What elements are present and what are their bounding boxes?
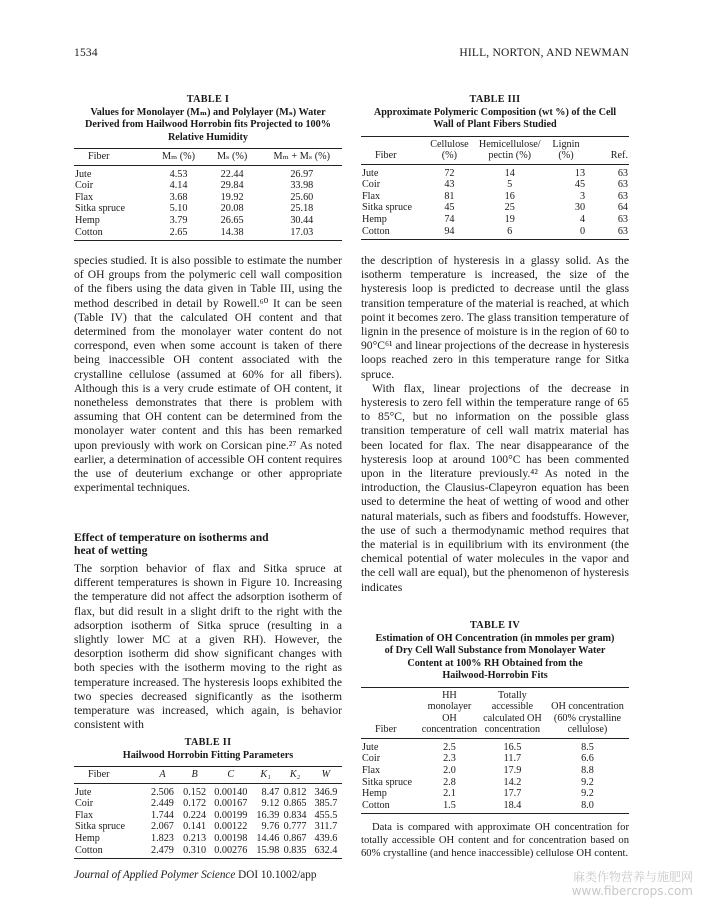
cell: Hemp (75, 214, 100, 226)
cell: 4.14 (169, 180, 188, 192)
cell: 14.2 (503, 776, 522, 788)
table-row (361, 226, 629, 240)
cell: 19 (504, 214, 515, 226)
paragraph: species studied. It is also possible to estimate the number of OH groups from the polymeric cell wall composition of the fibers using the data given in Table III, using the method described in detail by Rowell.⁶⁰ It can be seen (Table IV) that the calculated OH content and that determined from the monolayer water content do not correspond, even when some account is taken of there being inaccessible OH content associated with the crystalline cellulose (assumed at 60% for all fibers). Although this is a very crude estimate of OH content, it nonetheless demonstrates that there is problem with assuming that OH content can be determined from the monolayer water content and this has been remarked upon previously with work on Corsican pine.²⁷ As noted earlier, a determination of accessible OH content requires the use of deuterium exchange or other appropriate experimental techniques. (74, 254, 342, 495)
cell: 16.39 (256, 809, 280, 821)
cell: 8.0 (581, 799, 594, 811)
cell: 3.68 (169, 191, 188, 203)
journal-name: Journal of Applied Polymer Science (74, 869, 236, 881)
cell: Jute (75, 786, 92, 798)
table-4-caption-line: Content at 100% RH Obtained from the (407, 657, 583, 669)
table-row (74, 215, 342, 227)
cell: 0.835 (283, 844, 307, 856)
table-row (74, 180, 342, 192)
cell: 2.0 (443, 765, 456, 777)
table-2-caption-line: Hailwood Horrobin Fitting Parameters (122, 749, 294, 761)
column-header: OH concentration (60% crystalline cellulose) (551, 701, 624, 736)
cell: 9.2 (581, 788, 594, 800)
table-header-row (361, 687, 629, 738)
table-4-grid (361, 687, 629, 815)
table-1-caption (74, 94, 342, 144)
page-number: 1534 (74, 47, 98, 59)
cell: 2.8 (443, 776, 456, 788)
cell: 0.812 (283, 786, 307, 798)
cell: 43 (444, 179, 455, 191)
doi: DOI 10.1002/app (238, 869, 317, 881)
column-header: K₁ (260, 769, 271, 780)
table-1-caption-line: Relative Humidity (167, 131, 249, 143)
paragraph: With flax, linear projections of the decrease in hysteresis to zero fell within the temperature range of 65 to 85°C, but no information on the possible glass transition temperature of cell wall matrix material has been located for flax. The near disappearance of the hysteresis loop at around 100°C has been commented upon in the literature previously.⁴² As noted in the introduction, the Clausius-Clapeyron equation has been used to determine the heat of wetting of wood and other natural materials, such as fibers and foodstuffs. However, the use of such a thermodynamic method requires that the material is in equilibrium with its environment (the chemical potential of water molecules in the vapor and the cell wall are equal), but the phenomenon of hysteresis indicates (361, 381, 629, 594)
table-row (361, 753, 629, 765)
cell: 2.067 (150, 821, 174, 833)
running-head-authors: HILL, NORTON, AND NEWMAN (459, 47, 629, 59)
cell: 3.79 (169, 214, 188, 226)
cell: 2.479 (150, 844, 174, 856)
table-row (74, 810, 342, 822)
table-2-grid (74, 766, 342, 859)
cell: Hemp (362, 788, 387, 800)
watermark-line: www.fibercrops.com (571, 884, 693, 898)
footer (74, 869, 316, 881)
cell: Flax (362, 765, 381, 777)
column-header: Lignin (%) (552, 138, 580, 162)
table-3-grid (361, 136, 629, 241)
table-row (74, 783, 342, 798)
section-heading-line: Effect of temperature on isotherms and (74, 531, 269, 544)
table-header-row (74, 149, 342, 166)
column-header: Mₘ + Mₛ (%) (273, 151, 331, 162)
cell: 81 (444, 190, 455, 202)
cell: 346.9 (314, 786, 338, 798)
cell: 14.46 (256, 832, 280, 844)
table-row (361, 202, 629, 214)
cell: 9.76 (261, 821, 280, 833)
table-row (74, 821, 342, 833)
cell: 63 (617, 167, 628, 179)
cell: 33.98 (290, 180, 314, 192)
right-body-text (361, 254, 629, 595)
table-4-caption-line: Hailwood-Horrobin Fits (442, 670, 548, 681)
watermark-line: 麻类作物营养与施肥网 (572, 870, 693, 884)
table-3-number: TABLE III (469, 94, 521, 105)
cell: 8.8 (581, 765, 594, 777)
cell: 0.224 (183, 809, 207, 821)
cell: 18.4 (503, 799, 522, 811)
table-1-number: TABLE I (186, 94, 230, 105)
cell: 0.00276 (214, 844, 248, 856)
cell: 0 (580, 225, 586, 237)
cell: 16.5 (503, 741, 522, 753)
cell: 16 (504, 190, 515, 202)
cell: 0.00198 (214, 832, 248, 844)
cell: Sitka spruce (362, 202, 413, 214)
cell: 17.7 (503, 788, 522, 800)
cell: Coir (362, 179, 381, 191)
table-1-caption-line: Values for Monolayer (Mₘ) and Polylayer (Mₛ) Water (90, 106, 326, 118)
section-heading (74, 531, 342, 557)
cell: 2.449 (150, 798, 174, 810)
table-3-caption-line: Approximate Polymeric Composition (wt %) of the Cell (373, 106, 617, 118)
cell: 2.1 (443, 788, 456, 800)
paragraph: the description of hysteresis in a glassy solid. As the isotherm temperature is increased, the size of the hysteresis loop is predicted to decrease until the glass transition temperature of the material is reached, at which point it becomes zero. The glass transition temperature of lignin in the presence of moisture is in the region of 60 to 90°C⁶¹ and linear projections of the decrease in hysteresis loops reached zero in this temperature range for Sitka spruce. (361, 254, 629, 381)
column-header: C (227, 769, 235, 780)
cell: 94 (444, 225, 455, 237)
cell: 1.823 (150, 832, 174, 844)
cell: 2.5 (443, 741, 456, 753)
cell: 0.310 (183, 844, 207, 856)
table-4 (361, 620, 629, 861)
cell: 72 (444, 167, 455, 179)
column-header: W (321, 769, 331, 780)
cell: 25.60 (290, 191, 314, 203)
column-header: Mₛ (%) (216, 151, 248, 162)
cell: 2.65 (169, 226, 188, 238)
cell: Cotton (362, 225, 390, 237)
cell: 63 (617, 179, 628, 191)
cell: Jute (75, 168, 92, 180)
column-header: HH monolayer OH concentration (421, 689, 478, 736)
table-1 (74, 94, 342, 241)
column-header: Fiber (375, 150, 397, 162)
column-header: Fiber (375, 724, 397, 736)
cell: 63 (617, 190, 628, 202)
section-heading-line: heat of wetting (74, 544, 148, 557)
cell: 0.865 (283, 798, 307, 810)
cell: Flax (75, 191, 94, 203)
table-1-caption-line: Derived from Hailwood Horrobin fits Projected to 100% (85, 119, 331, 130)
cell: 1.5 (443, 799, 456, 811)
paragraph: The sorption behavior of flax and Sitka spruce at different temperatures is shown in Figure 10. Increasing the temperature did not affect the adsorption isotherm of flax, but did result in a slight drift to the right with the adsorption isotherm of Sitka spruce (resulting in a slightly lower MC at a given RH). However, the desorption isotherm did show significant changes with both species with the isotherm moving to the right as temperature increased. The hysteresis loops exhibited the two species decreased significantly as the isotherm temperature was increased, which again, is behavior consistent with (74, 562, 342, 732)
table-3 (361, 94, 629, 240)
cell: 11.7 (503, 753, 522, 765)
cell: 0.152 (183, 786, 207, 798)
cell: 17.9 (503, 765, 522, 777)
cell: 14.38 (220, 226, 244, 238)
table-row (361, 788, 629, 800)
column-header: Totally accessible calculated OH concentration (483, 689, 542, 736)
cell: Coir (75, 180, 94, 192)
cell: 29.84 (220, 180, 244, 192)
table-2-caption (74, 737, 342, 762)
cell: Jute (362, 167, 379, 179)
table-row (361, 179, 629, 191)
cell: 4.53 (169, 168, 188, 180)
table-3-caption (361, 94, 629, 132)
cell: 0.00122 (214, 821, 248, 833)
cell: Sitka spruce (75, 821, 126, 833)
cell: 6 (507, 225, 513, 237)
cell: 455.5 (314, 809, 338, 821)
cell: 30 (574, 202, 586, 214)
cell: 632.4 (314, 844, 338, 856)
cell: 2.506 (150, 786, 174, 798)
table-3-caption-line: Wall of Plant Fibers Studied (433, 119, 557, 130)
table-row (361, 738, 629, 753)
cell: 15.98 (256, 844, 280, 856)
column-header: Cellulose (%) (430, 138, 469, 162)
cell: 63 (617, 214, 628, 226)
cell: Flax (75, 809, 94, 821)
cell: 0.834 (283, 809, 307, 821)
cell: 25 (504, 202, 515, 214)
cell: 13 (574, 167, 586, 179)
table-row (361, 800, 629, 814)
table-row (361, 777, 629, 789)
cell: Cotton (75, 844, 103, 856)
cell: 8.5 (581, 741, 594, 753)
column-header: Fiber (88, 769, 110, 780)
left-body-text-2 (74, 562, 342, 732)
left-body-text (74, 254, 342, 495)
cell: 0.00167 (214, 798, 248, 810)
cell: 1.744 (150, 809, 174, 821)
table-row (361, 214, 629, 226)
table-4-note: Data is compared with approximate OH concentration for totally accessible OH content and for concentration based on 60% crystalline (and hence inaccessible) cellulose OH content. (361, 822, 629, 860)
table-row (74, 833, 342, 845)
cell: Cotton (362, 799, 390, 811)
cell: 9.2 (581, 776, 594, 788)
watermark (572, 870, 693, 898)
table-row (74, 798, 342, 810)
cell: Jute (362, 741, 379, 753)
cell: 17.03 (290, 226, 314, 238)
column-header: Fiber (88, 151, 110, 162)
cell: 0.141 (183, 821, 207, 833)
table-4-caption-line: Estimation of OH Concentration (in mmoles per gram) (375, 632, 615, 644)
cell: 45 (444, 202, 455, 214)
column-header: K₂ (289, 769, 301, 780)
cell: Hemp (362, 214, 387, 226)
cell: 8.47 (261, 786, 280, 798)
table-header-row (74, 767, 342, 784)
cell: 0.00140 (214, 786, 248, 798)
table-row (361, 191, 629, 203)
cell: Hemp (75, 832, 100, 844)
cell: 64 (617, 202, 628, 214)
cell: Sitka spruce (362, 776, 413, 788)
table-row (74, 227, 342, 241)
cell: Sitka spruce (75, 203, 126, 215)
cell: 26.97 (290, 168, 314, 180)
cell: 4 (580, 214, 586, 226)
column-header: Ref. (610, 150, 628, 162)
column-header: Mₘ (%) (161, 151, 196, 162)
cell: 2.3 (443, 753, 456, 765)
column-header: B (191, 769, 198, 780)
cell: 30.44 (290, 214, 314, 226)
cell: 5 (507, 179, 513, 191)
cell: 0.00199 (214, 809, 248, 821)
cell: 26.65 (220, 214, 244, 226)
table-1-grid (74, 148, 342, 241)
cell: 0.213 (183, 832, 207, 844)
table-row (361, 765, 629, 777)
cell: 22.44 (220, 168, 244, 180)
table-row (74, 203, 342, 215)
cell: 0.867 (283, 832, 307, 844)
table-header-row (361, 136, 629, 164)
cell: 19.92 (220, 191, 244, 203)
cell: 385.7 (314, 798, 338, 810)
table-2 (74, 737, 342, 859)
cell: 0.777 (283, 821, 307, 833)
table-row (74, 845, 342, 859)
cell: 0.172 (183, 798, 207, 810)
table-2-number: TABLE II (184, 737, 232, 748)
table-4-caption (361, 620, 629, 683)
cell: 3 (580, 190, 586, 202)
cell: 45 (574, 179, 586, 191)
column-header: Hemicellulose/ pectin (%) (478, 138, 541, 162)
table-4-number: TABLE IV (469, 620, 521, 631)
table-row (361, 164, 629, 179)
cell: Cotton (75, 226, 103, 238)
cell: Coir (75, 798, 94, 810)
cell: 63 (617, 225, 628, 237)
cell: 74 (444, 214, 455, 226)
cell: 25.18 (290, 203, 314, 215)
table-row (74, 192, 342, 204)
cell: Coir (362, 753, 381, 765)
cell: 5.10 (169, 203, 188, 215)
table-row (74, 165, 342, 180)
table-4-caption-line: of Dry Cell Wall Substance from Monolayer Water (384, 645, 606, 656)
cell: 20.08 (220, 203, 244, 215)
cell: 9.12 (261, 798, 280, 810)
cell: 14 (504, 167, 515, 179)
cell: 311.7 (314, 821, 338, 833)
cell: Flax (362, 190, 381, 202)
cell: 439.6 (314, 832, 338, 844)
column-header: A (159, 769, 166, 780)
cell: 6.6 (581, 753, 594, 765)
